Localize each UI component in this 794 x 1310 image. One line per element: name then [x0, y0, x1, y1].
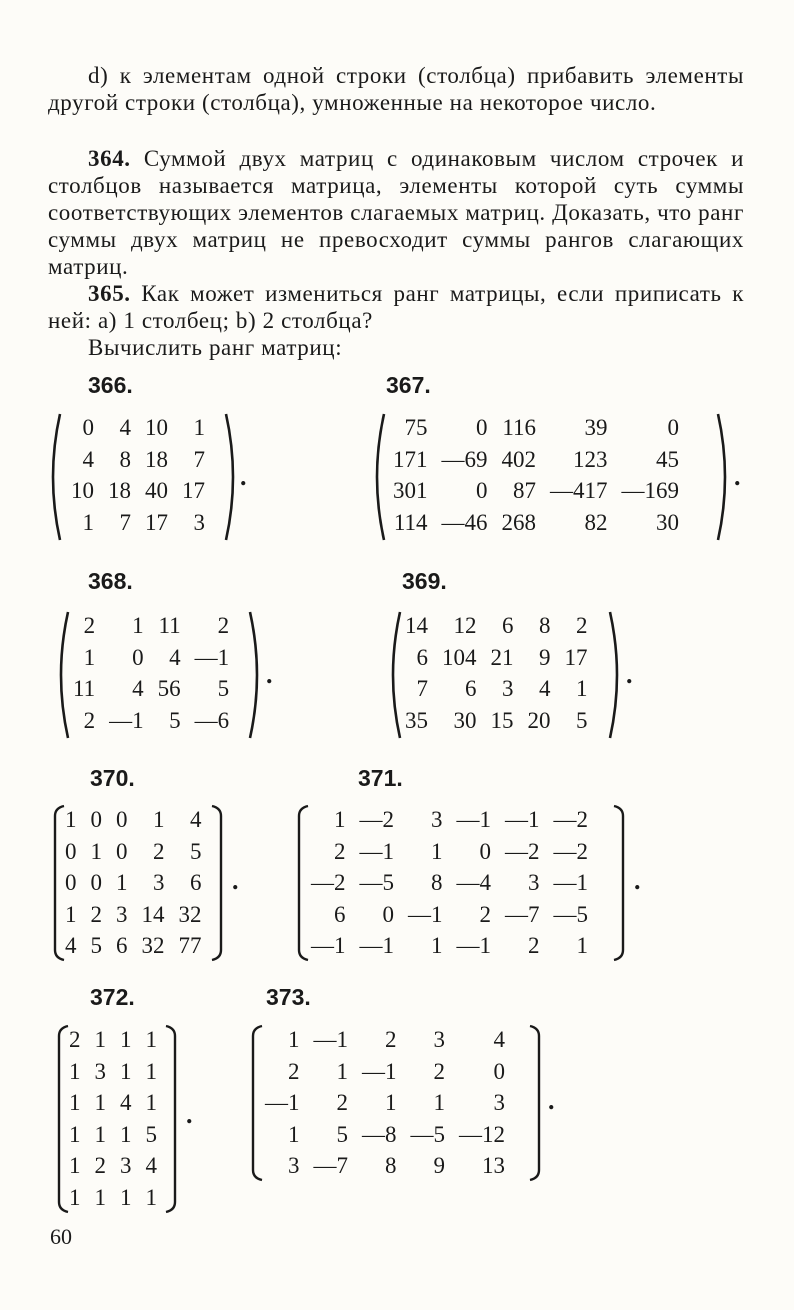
matrix-cell: 6 [502, 613, 514, 638]
matrix-cell: 11 [158, 613, 181, 638]
matrix-373-period: . [548, 1086, 555, 1115]
matrix-cell: 3 [493, 1090, 505, 1115]
matrix-cell: 77 [178, 933, 202, 958]
matrix-367-right-paren [714, 412, 734, 542]
matrix-cell: 3 [502, 676, 514, 701]
matrix-366 [64, 412, 212, 538]
matrix-cell: 9 [539, 644, 551, 670]
matrix-cell: 2 [433, 1058, 445, 1084]
matrix-cell: 402 [501, 446, 536, 472]
matrix-cell: 3 [193, 509, 205, 535]
matrix-cell: 3 [94, 1058, 106, 1084]
matrix-cell: 13 [482, 1153, 505, 1178]
matrix-367 [386, 412, 686, 538]
matrix-cell: 0 [476, 415, 488, 440]
matrix-cell: 2 [69, 1027, 81, 1052]
problem-367-label: 367. [386, 372, 431, 398]
matrix-367-period: . [734, 462, 741, 491]
matrix-cell: 35 [405, 707, 428, 733]
matrix-cell: 6 [116, 933, 128, 958]
matrix-cell: —1 [359, 838, 394, 864]
matrix-cell: 1 [120, 1027, 132, 1052]
matrix-row [66, 642, 236, 674]
problem-365 [48, 280, 744, 334]
matrix-cell: 17 [145, 509, 168, 535]
problem-370-label: 370. [90, 765, 135, 791]
matrix-row [386, 507, 686, 539]
matrix-cell: 1 [94, 1184, 106, 1210]
matrix-row [386, 475, 686, 507]
matrix-cell: 2 [83, 613, 96, 638]
matrix-cell: 0 [132, 644, 144, 670]
matrix-cell: 4 [132, 676, 144, 701]
matrix-cell: 1 [65, 807, 77, 832]
matrix-row [258, 1150, 512, 1182]
matrix-cell: —1 [194, 644, 230, 670]
matrix-cell: 10 [71, 478, 94, 503]
matrix-cell: 4 [190, 807, 202, 832]
matrix-cell: 0 [90, 870, 102, 895]
matrix-cell: —2 [359, 807, 394, 832]
matrix-cell: 0 [667, 415, 679, 440]
problem-364-text: Суммой двух матриц с одинаковым числом строчек и столбцов называется матрица, элементы которой суть суммы соответствующих элементов слагаемых матриц. Доказать, что ранг суммы двух матриц не превосходит суммы рангов слагающих матриц. [48, 146, 745, 279]
matrix-cell: 3 [120, 1153, 132, 1178]
matrix-row [66, 673, 236, 705]
matrix-371-period: . [634, 866, 641, 895]
matrix-cell: 1 [433, 1090, 445, 1115]
matrix-cell: 12 [453, 613, 477, 638]
matrix-row [304, 836, 595, 868]
matrix-373-right-bracket [528, 1024, 542, 1182]
matrix-cell: 4 [120, 1090, 132, 1115]
matrix-370-right-bracket [210, 804, 224, 962]
matrix-cell: 1 [431, 933, 443, 958]
matrix-cell: 40 [145, 478, 168, 503]
matrix-cell: 1 [132, 613, 144, 638]
matrix-cell: 1 [385, 1090, 397, 1115]
matrix-cell: 56 [157, 676, 181, 701]
matrix-cell: 2 [479, 901, 491, 927]
matrix-cell: 6 [190, 870, 202, 895]
matrix-cell: 1 [94, 1027, 106, 1052]
compute-rank-instruction [48, 334, 744, 361]
matrix-cell: 10 [145, 415, 168, 440]
matrix-cell: —8 [362, 1121, 397, 1147]
matrix-cell: 32 [141, 933, 165, 958]
matrix-372 [62, 1024, 164, 1213]
matrix-cell: 1 [576, 676, 588, 701]
matrix-row [58, 804, 209, 836]
matrix-cell: 9 [433, 1153, 445, 1178]
matrix-row [62, 1150, 164, 1182]
matrix-cell: 15 [490, 707, 514, 733]
matrix-cell: —2 [505, 838, 540, 864]
matrix-row [62, 1182, 164, 1214]
matrix-cell: —1 [265, 1090, 300, 1115]
problem-364 [48, 145, 744, 280]
matrix-row [62, 1119, 164, 1151]
problem-372-label: 372. [90, 984, 135, 1010]
matrix-cell: 3 [431, 807, 443, 832]
paragraph-d [48, 62, 744, 116]
matrix-cell: 30 [453, 707, 477, 733]
matrix-row [386, 444, 686, 476]
matrix-row [58, 899, 209, 931]
matrix-row [64, 444, 212, 476]
matrix-cell: 1 [120, 1058, 132, 1084]
matrix-cell: 114 [393, 509, 428, 535]
matrix-cell: 301 [393, 478, 428, 503]
matrix-cell: 4 [169, 644, 181, 670]
matrix-cell: 8 [431, 870, 443, 895]
matrix-cell: 82 [584, 509, 608, 535]
matrix-row [64, 412, 212, 444]
matrix-cell: 116 [502, 415, 536, 440]
matrix-cell: —12 [459, 1121, 505, 1147]
matrix-367-left-paren [368, 412, 388, 542]
matrix-cell: 2 [576, 613, 588, 638]
matrix-row [398, 610, 595, 642]
matrix-cell: 18 [108, 478, 131, 503]
matrix-cell: 4 [65, 933, 77, 958]
matrix-369 [398, 610, 595, 736]
matrix-cell: 3 [116, 901, 128, 927]
matrix-cell: —2 [311, 870, 346, 895]
matrix-row [64, 475, 212, 507]
matrix-row [398, 673, 595, 705]
matrix-cell: 8 [539, 613, 551, 638]
matrix-cell: —1 [456, 933, 491, 958]
matrix-cell: 5 [145, 1121, 157, 1147]
matrix-cell: —169 [621, 478, 679, 503]
matrix-cell: 0 [476, 478, 488, 503]
matrix-369-period: . [626, 660, 633, 689]
matrix-cell: —5 [410, 1121, 445, 1147]
matrix-cell: 30 [656, 509, 679, 535]
matrix-cell: 5 [190, 838, 202, 864]
matrix-row [66, 705, 236, 737]
matrix-cell: 1 [65, 901, 77, 927]
matrix-cell: 1 [336, 1058, 348, 1084]
matrix-cell: 1 [334, 807, 346, 832]
matrix-370 [58, 804, 209, 962]
matrix-cell: 2 [83, 707, 96, 733]
matrix-cell: —1 [359, 933, 394, 958]
matrix-cell: 8 [385, 1153, 397, 1178]
matrix-cell: 1 [83, 644, 96, 670]
matrix-row [62, 1056, 164, 1088]
matrix-cell: 7 [193, 446, 205, 472]
matrix-cell: 1 [288, 1121, 300, 1147]
matrix-cell: —1 [313, 1027, 348, 1052]
matrix-cell: 0 [116, 807, 128, 832]
matrix-cell: 1 [69, 1090, 81, 1115]
matrix-370-period: . [232, 866, 239, 895]
paragraph-d-text: d) к элементам одной строки (столбца) прибавить элементы другой строки (столбца), умноженные на некоторое число. [48, 63, 744, 115]
matrix-cell: 2 [336, 1090, 348, 1115]
matrix-cell: 17 [564, 644, 588, 670]
matrix-cell: —7 [505, 901, 540, 927]
matrix-cell: 7 [119, 509, 131, 535]
matrix-cell: 0 [382, 901, 394, 927]
matrix-cell: 1 [145, 1184, 157, 1210]
matrix-368-period: . [266, 660, 273, 689]
matrix-cell: 11 [73, 676, 96, 701]
matrix-cell: 1 [69, 1153, 81, 1178]
matrix-cell: 1 [82, 509, 94, 535]
problem-365-text: Как может измениться ранг матрицы, если приписать к ней: a) 1 столбец; b) 2 столбца? [48, 281, 744, 333]
matrix-cell: —5 [553, 901, 588, 927]
matrix-cell: 1 [120, 1184, 132, 1210]
matrix-row [398, 705, 595, 737]
problem-369-label: 369. [402, 568, 447, 594]
matrix-cell: 0 [116, 838, 128, 864]
matrix-row [62, 1024, 164, 1056]
matrix-cell: 3 [288, 1153, 300, 1178]
matrix-row [258, 1087, 512, 1119]
matrix-cell: 2 [334, 838, 346, 864]
matrix-row [304, 899, 595, 931]
matrix-cell: 104 [442, 644, 477, 670]
matrix-cell: 39 [584, 415, 608, 440]
matrix-cell: 4 [119, 415, 131, 440]
matrix-row [58, 930, 209, 962]
matrix-366-right-paren [222, 412, 242, 542]
problem-371-label: 371. [358, 765, 403, 791]
matrix-cell: 5 [90, 933, 102, 958]
matrix-row [62, 1087, 164, 1119]
matrix-cell: 2 [94, 1153, 106, 1178]
matrix-cell: 8 [119, 446, 131, 472]
matrix-cell: —1 [408, 901, 443, 927]
compute-rank-text: Вычислить ранг матриц: [88, 335, 343, 360]
matrix-cell: 5 [217, 676, 230, 701]
matrix-cell: 45 [656, 446, 679, 472]
matrix-cell: —2 [553, 807, 588, 832]
matrix-cell: —2 [553, 838, 588, 864]
matrix-cell: 21 [490, 644, 514, 670]
matrix-cell: 0 [493, 1058, 505, 1084]
matrix-cell: —1 [505, 807, 540, 832]
matrix-cell: 5 [336, 1121, 348, 1147]
matrix-cell: 0 [65, 838, 77, 864]
matrix-373 [258, 1024, 512, 1182]
matrix-371-right-bracket [612, 804, 626, 962]
problem-365-number: 365. [88, 281, 131, 306]
matrix-cell: —1 [311, 933, 346, 958]
matrix-row [66, 610, 236, 642]
matrix-cell: 1 [153, 807, 165, 832]
matrix-cell: —417 [550, 478, 608, 503]
matrix-cell: 3 [528, 870, 540, 895]
matrix-369-right-paren [606, 610, 626, 740]
matrix-cell: 1 [94, 1090, 106, 1115]
matrix-cell: 1 [90, 838, 102, 864]
matrix-cell: 4 [539, 676, 551, 701]
matrix-372-right-bracket [164, 1024, 178, 1214]
matrix-cell: 4 [145, 1153, 157, 1178]
matrix-cell: 171 [393, 446, 428, 472]
matrix-cell: 3 [433, 1027, 445, 1052]
matrix-cell: —6 [194, 707, 230, 733]
matrix-cell: 0 [90, 807, 102, 832]
matrix-cell: 6 [465, 676, 477, 701]
matrix-368-right-paren [246, 610, 266, 740]
matrix-cell: —46 [441, 509, 488, 535]
matrix-cell: 1 [576, 933, 588, 958]
matrix-cell: —69 [441, 446, 488, 472]
matrix-cell: 2 [385, 1027, 397, 1052]
matrix-cell: —1 [553, 870, 588, 895]
problem-373-label: 373. [266, 984, 311, 1010]
matrix-cell: 268 [501, 509, 536, 535]
matrix-row [304, 804, 595, 836]
matrix-row [398, 642, 595, 674]
matrix-cell: 5 [576, 707, 588, 733]
matrix-row [304, 867, 595, 899]
matrix-cell: 17 [182, 478, 205, 503]
matrix-row [258, 1119, 512, 1151]
matrix-cell: 6 [334, 901, 346, 927]
matrix-cell: 87 [513, 478, 536, 503]
matrix-cell: 1 [431, 838, 443, 864]
matrix-cell: 14 [405, 613, 428, 638]
matrix-cell: 2 [217, 613, 230, 638]
matrix-cell: 0 [479, 838, 491, 864]
matrix-cell: 1 [193, 415, 205, 440]
matrix-cell: 4 [82, 446, 94, 472]
matrix-cell: 0 [65, 870, 77, 895]
problem-368-label: 368. [88, 568, 133, 594]
matrix-cell: 32 [178, 901, 202, 927]
matrix-row [258, 1056, 512, 1088]
matrix-cell: 1 [145, 1027, 157, 1052]
matrix-row [58, 867, 209, 899]
matrix-cell: 3 [153, 870, 165, 895]
matrix-cell: 1 [120, 1121, 132, 1147]
matrix-cell: 2 [90, 901, 102, 927]
matrix-cell: 75 [404, 415, 428, 440]
matrix-cell: 20 [527, 707, 551, 733]
matrix-cell: 14 [141, 901, 165, 927]
matrix-cell: 1 [145, 1090, 157, 1115]
matrix-cell: 1 [145, 1058, 157, 1084]
matrix-371 [304, 804, 595, 962]
matrix-row [64, 507, 212, 539]
matrix-cell: 1 [69, 1184, 81, 1210]
matrix-row [386, 412, 686, 444]
matrix-cell: —7 [313, 1153, 348, 1178]
matrix-cell: 7 [416, 676, 428, 701]
matrix-cell: 1 [116, 870, 128, 895]
matrix-368 [66, 610, 236, 736]
matrix-cell: 1 [94, 1121, 106, 1147]
matrix-row [258, 1024, 512, 1056]
problem-364-number: 364. [88, 146, 131, 171]
matrix-cell: 1 [69, 1121, 81, 1147]
matrix-cell: 18 [145, 446, 168, 472]
matrix-row [58, 836, 209, 868]
problem-366-label: 366. [88, 372, 133, 398]
matrix-cell: 123 [573, 446, 608, 472]
matrix-cell: 2 [528, 933, 540, 958]
matrix-cell: 2 [288, 1058, 300, 1084]
matrix-cell: —1 [456, 807, 491, 832]
matrix-cell: 4 [493, 1027, 505, 1052]
matrix-row [304, 930, 595, 962]
matrix-366-period: . [240, 462, 247, 491]
matrix-cell: —1 [362, 1058, 397, 1084]
matrix-cell: 0 [82, 415, 94, 440]
matrix-cell: 6 [416, 644, 428, 670]
matrix-cell: —4 [456, 870, 491, 895]
matrix-cell: —5 [359, 870, 394, 895]
matrix-372-period: . [186, 1100, 193, 1129]
matrix-cell: 2 [153, 838, 165, 864]
page-number: 60 [50, 1224, 72, 1249]
matrix-cell: 1 [69, 1058, 81, 1084]
matrix-cell: 1 [288, 1027, 300, 1052]
matrix-cell: —1 [109, 707, 144, 733]
matrix-366-left-paren [44, 412, 64, 542]
matrix-cell: 5 [169, 707, 181, 733]
